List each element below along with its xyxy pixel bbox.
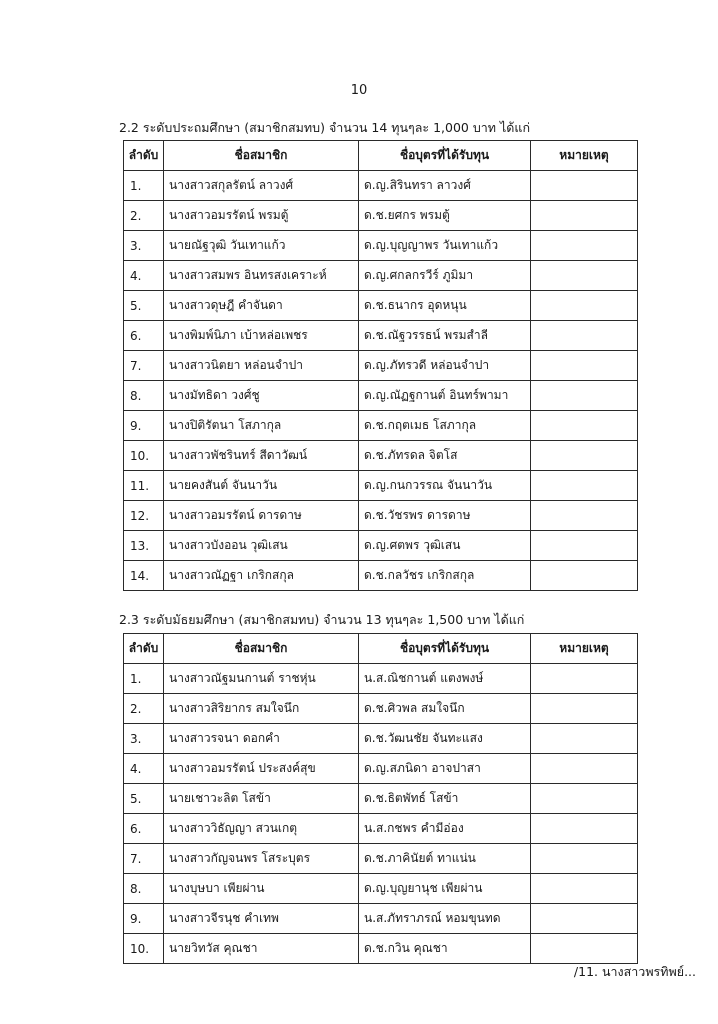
table-row [124, 321, 638, 351]
cell-no: 2. [124, 201, 164, 231]
cell-remark [531, 201, 638, 231]
cell-remark [531, 261, 638, 291]
table-row [124, 531, 638, 561]
cell-no: 12. [124, 501, 164, 531]
section-heading-secondary: 2.3 ระดับมัธยมศึกษา (สมาชิกสมทบ) จำนวน 13 ทุนๆละ 1,500 บาท ได้แก่ [119, 612, 525, 627]
cell-no: 6. [124, 321, 164, 351]
cell-child: น.ส.ภัทราภรณ์ หอมขุนทด [359, 904, 531, 934]
table-row [124, 694, 638, 724]
cell-member: นางสาวจีรนุช คำเทพ [164, 904, 359, 934]
cell-remark [531, 874, 638, 904]
continuation-note: /11. นางสาวพรทิพย์... [573, 964, 696, 979]
cell-no: 1. [124, 664, 164, 694]
cell-member: นางสาวอมรรัตน์ ดารดาษ [164, 501, 359, 531]
cell-child: ด.ช.ภาคินัยต์ ทาแน่น [359, 844, 531, 874]
page-number: 10 [350, 83, 368, 98]
cell-remark [531, 754, 638, 784]
cell-no: 2. [124, 694, 164, 724]
table-row [124, 844, 638, 874]
table-row [124, 561, 638, 591]
cell-no: 7. [124, 351, 164, 381]
cell-member: นายวิทวัส คุณชา [164, 934, 359, 964]
cell-child: ด.ช.ศิวพล สมใจนึก [359, 694, 531, 724]
cell-child: ด.ช.กฤตเมธ โสภากุล [359, 411, 531, 441]
cell-no: 9. [124, 411, 164, 441]
cell-remark [531, 471, 638, 501]
table-row [124, 261, 638, 291]
cell-child: ด.ญ.ภัทรวดี หล่อนจำปา [359, 351, 531, 381]
cell-remark [531, 531, 638, 561]
cell-remark [531, 441, 638, 471]
table-row [124, 471, 638, 501]
table-row [124, 501, 638, 531]
table-row [124, 411, 638, 441]
cell-child: ด.ช.ภัทรดล จิตโส [359, 441, 531, 471]
cell-child: ด.ช.วัชรพร ดารดาษ [359, 501, 531, 531]
cell-member: นางสาวสมพร อินทรสงเคราะห์ [164, 261, 359, 291]
cell-member: นางสาวพัชรินทร์ สีดาวัฒน์ [164, 441, 359, 471]
cell-member: นางสาวสกุลรัตน์ ลาวงศ์ [164, 171, 359, 201]
cell-child: น.ส.กชพร คำมีอ่อง [359, 814, 531, 844]
cell-child: ด.ญ.บุญยานุช เพียผ่าน [359, 874, 531, 904]
cell-child: ด.ญ.ศตพร วุฒิเสน [359, 531, 531, 561]
cell-member: นางสาวกัญจนพร โสระบุตร [164, 844, 359, 874]
cell-member: นายณัฐวุฒิ วันเทาแก้ว [164, 231, 359, 261]
primary-table-body [124, 171, 638, 591]
cell-no: 5. [124, 291, 164, 321]
cell-member: นางมัทธิดา วงศ์ชู [164, 381, 359, 411]
cell-no: 10. [124, 934, 164, 964]
cell-remark [531, 844, 638, 874]
cell-member: นางสาวอมรรัตน์ ประสงค์สุข [164, 754, 359, 784]
cell-remark [531, 784, 638, 814]
cell-child: ด.ญ.ศกลกรวีร์ ภูมิมา [359, 261, 531, 291]
column-header-member: ชื่อสมาชิก [164, 634, 359, 664]
cell-child: ด.ช.ณัฐวรรธน์ พรมสำลี [359, 321, 531, 351]
cell-remark [531, 231, 638, 261]
cell-child: ด.ช.กวิน คุณชา [359, 934, 531, 964]
cell-member: นางสาวนิตยา หล่อนจำปา [164, 351, 359, 381]
cell-child: ด.ช.ธนากร อุดหนุน [359, 291, 531, 321]
table-row [124, 724, 638, 754]
cell-member: นางปิติรัตนา โสภากุล [164, 411, 359, 441]
cell-no: 8. [124, 874, 164, 904]
cell-remark [531, 501, 638, 531]
table-row [124, 291, 638, 321]
secondary-table-body [124, 664, 638, 964]
cell-child: ด.ช.ยศกร พรมตู้ [359, 201, 531, 231]
column-header-no: ลำดับ [124, 141, 164, 171]
cell-member: นางสาวสิริยากร สมใจนึก [164, 694, 359, 724]
column-header-member: ชื่อสมาชิก [164, 141, 359, 171]
cell-no: 4. [124, 754, 164, 784]
cell-remark [531, 351, 638, 381]
cell-remark [531, 321, 638, 351]
cell-remark [531, 291, 638, 321]
cell-member: นางสาวอมรรัตน์ พรมตู้ [164, 201, 359, 231]
secondary-scholarship-table [123, 633, 638, 964]
cell-no: 13. [124, 531, 164, 561]
cell-child: น.ส.ณิชกานต์ แตงพงษ์ [359, 664, 531, 694]
cell-no: 11. [124, 471, 164, 501]
cell-child: ด.ช.ธิตพัทธ์ โสข้า [359, 784, 531, 814]
cell-member: นางสาวณัฐมนกานต์ ราชหุ่น [164, 664, 359, 694]
cell-remark [531, 381, 638, 411]
cell-child: ด.ญ.บุญญาพร วันเทาแก้ว [359, 231, 531, 261]
cell-child: ด.ญ.ณัฏฐกานต์ อินทร์พามา [359, 381, 531, 411]
cell-no: 8. [124, 381, 164, 411]
cell-no: 6. [124, 814, 164, 844]
cell-member: นางสาวบังออน วุฒิเสน [164, 531, 359, 561]
cell-no: 4. [124, 261, 164, 291]
table-row [124, 231, 638, 261]
primary-scholarship-table [123, 140, 638, 591]
cell-no: 10. [124, 441, 164, 471]
cell-no: 3. [124, 724, 164, 754]
column-header-remark: หมายเหตุ [531, 634, 638, 664]
column-header-remark: หมายเหตุ [531, 141, 638, 171]
column-header-no: ลำดับ [124, 634, 164, 664]
cell-no: 7. [124, 844, 164, 874]
cell-remark [531, 171, 638, 201]
column-header-child: ชื่อบุตรที่ได้รับทุน [359, 141, 531, 171]
cell-member: นายเชาวะลิต โสข้า [164, 784, 359, 814]
cell-member: นางสาวดุษฎี คำจันดา [164, 291, 359, 321]
table-row [124, 664, 638, 694]
cell-no: 1. [124, 171, 164, 201]
cell-remark [531, 934, 638, 964]
cell-no: 5. [124, 784, 164, 814]
cell-child: ด.ช.กลวัชร เกริกสกุล [359, 561, 531, 591]
table-row [124, 171, 638, 201]
section-heading-primary: 2.2 ระดับประถมศึกษา (สมาชิกสมทบ) จำนวน 14 ทุนๆละ 1,000 บาท ได้แก่ [119, 120, 531, 135]
table-row [124, 754, 638, 784]
column-header-child: ชื่อบุตรที่ได้รับทุน [359, 634, 531, 664]
cell-remark [531, 664, 638, 694]
table-header-row [124, 141, 638, 171]
cell-remark [531, 411, 638, 441]
cell-child: ด.ช.วัฒนชัย จันทะแสง [359, 724, 531, 754]
cell-member: นางพิมพ์นิภา เบ้าหล่อเพชร [164, 321, 359, 351]
table-row [124, 441, 638, 471]
table-row [124, 201, 638, 231]
table-row [124, 934, 638, 964]
cell-child: ด.ญ.สภนิดา อาจปาสา [359, 754, 531, 784]
cell-no: 9. [124, 904, 164, 934]
cell-child: ด.ญ.สิรินทรา ลาวงศ์ [359, 171, 531, 201]
table-row [124, 904, 638, 934]
cell-member: นางบุษบา เพียผ่าน [164, 874, 359, 904]
cell-remark [531, 561, 638, 591]
cell-no: 14. [124, 561, 164, 591]
cell-child: ด.ญ.กนกวรรณ จันนาวัน [359, 471, 531, 501]
cell-no: 3. [124, 231, 164, 261]
cell-remark [531, 724, 638, 754]
cell-remark [531, 694, 638, 724]
table-row [124, 381, 638, 411]
cell-remark [531, 904, 638, 934]
table-row [124, 784, 638, 814]
cell-remark [531, 814, 638, 844]
table-row [124, 874, 638, 904]
table-row [124, 814, 638, 844]
cell-member: นางสาวรจนา ดอกคำ [164, 724, 359, 754]
cell-member: นายคงสันต์ จันนาวัน [164, 471, 359, 501]
table-row [124, 351, 638, 381]
cell-member: นางสาววิธัญญา สวนเกตุ [164, 814, 359, 844]
table-header-row [124, 634, 638, 664]
cell-member: นางสาวณัฏฐา เกริกสกุล [164, 561, 359, 591]
